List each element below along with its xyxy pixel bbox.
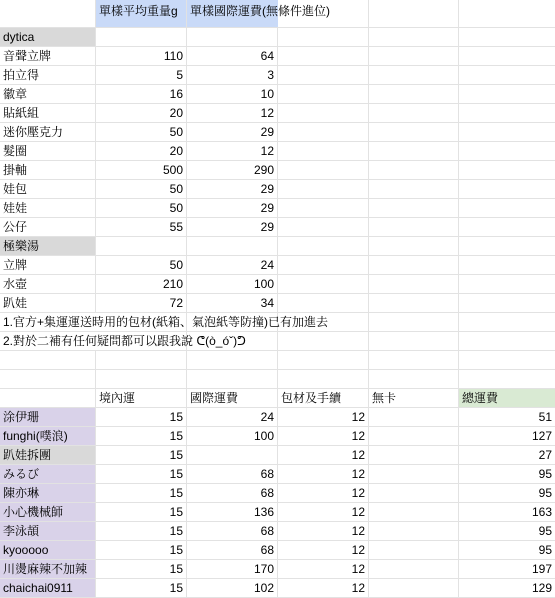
empty-cell[interactable]	[369, 275, 459, 294]
item-row	[0, 218, 555, 237]
item-weight[interactable]: 20	[96, 104, 187, 123]
total-fee[interactable]: 51	[459, 408, 555, 427]
empty-cell[interactable]	[278, 85, 369, 104]
empty-cell[interactable]	[278, 104, 369, 123]
header-domestic[interactable]: 境內運	[96, 389, 187, 408]
item-fee[interactable]: 29	[187, 123, 278, 142]
empty-cell[interactable]	[459, 66, 555, 85]
buyer-name[interactable]: 李泳頡	[0, 522, 96, 541]
item-row	[0, 66, 555, 85]
total-fee[interactable]: 95	[459, 522, 555, 541]
empty-cell[interactable]	[369, 370, 459, 389]
item-name[interactable]: 徽章	[0, 85, 96, 104]
empty-cell[interactable]	[0, 351, 96, 370]
empty-cell[interactable]	[369, 85, 459, 104]
empty-cell[interactable]	[369, 313, 459, 332]
empty-cell[interactable]	[187, 370, 278, 389]
domestic-fee[interactable]: 15	[96, 522, 187, 541]
section-dytica-title	[0, 28, 555, 47]
total-fee[interactable]: 197	[459, 560, 555, 579]
nocard-fee[interactable]	[369, 427, 459, 446]
item-weight[interactable]: 20	[96, 142, 187, 161]
intl-fee[interactable]: 102	[187, 579, 278, 598]
intl-fee[interactable]: 100	[187, 427, 278, 446]
empty-cell[interactable]	[369, 180, 459, 199]
shipping-row	[0, 541, 555, 560]
empty-cell[interactable]	[369, 47, 459, 66]
header-row	[0, 0, 555, 28]
blank-row	[0, 351, 555, 370]
nocard-fee[interactable]	[369, 484, 459, 503]
item-weight[interactable]: 110	[96, 47, 187, 66]
item-weight[interactable]: 16	[96, 85, 187, 104]
empty-cell[interactable]	[278, 180, 369, 199]
item-row	[0, 123, 555, 142]
empty-cell[interactable]	[278, 66, 369, 85]
empty-cell[interactable]	[278, 218, 369, 237]
empty-cell[interactable]	[278, 256, 369, 275]
packing-fee[interactable]: 12	[278, 484, 369, 503]
total-fee[interactable]: 27	[459, 446, 555, 465]
domestic-fee[interactable]: 15	[96, 484, 187, 503]
empty-cell[interactable]	[278, 28, 369, 47]
item-weight[interactable]: 50	[96, 180, 187, 199]
shipping-row	[0, 579, 555, 598]
total-fee[interactable]: 95	[459, 465, 555, 484]
empty-cell[interactable]	[0, 389, 96, 408]
buyer-name[interactable]: 川燙麻辣不加辣	[0, 560, 96, 579]
shipping-row	[0, 560, 555, 579]
note-text[interactable]: 2.對於二補有任何疑問都可以跟我說 ᕦ(ò_óˇ)ᕤ	[0, 332, 96, 351]
item-name[interactable]: 貼紙組	[0, 104, 96, 123]
shipping-row	[0, 503, 555, 522]
empty-cell[interactable]	[369, 28, 459, 47]
item-row	[0, 256, 555, 275]
empty-cell[interactable]	[278, 142, 369, 161]
intl-fee[interactable]: 170	[187, 560, 278, 579]
empty-cell[interactable]	[459, 294, 555, 313]
item-name[interactable]: 迷你壓克力	[0, 123, 96, 142]
shipping-row	[0, 484, 555, 503]
buyer-name[interactable]: みるび	[0, 465, 96, 484]
item-fee[interactable]: 29	[187, 218, 278, 237]
empty-cell[interactable]	[459, 256, 555, 275]
item-row	[0, 85, 555, 104]
empty-cell[interactable]	[369, 104, 459, 123]
empty-cell[interactable]	[459, 275, 555, 294]
packing-fee[interactable]: 12	[278, 522, 369, 541]
empty-cell[interactable]	[278, 237, 369, 256]
header-nocard[interactable]: 無卡	[369, 389, 459, 408]
empty-cell[interactable]	[278, 351, 369, 370]
item-row	[0, 47, 555, 66]
shipping-header-row	[0, 389, 555, 408]
empty-cell[interactable]	[96, 237, 187, 256]
domestic-fee[interactable]: 15	[96, 465, 187, 484]
domestic-fee[interactable]: 15	[96, 579, 187, 598]
header-intl-fee[interactable]: 國際運費	[187, 389, 278, 408]
item-weight[interactable]: 72	[96, 294, 187, 313]
item-fee[interactable]: 100	[187, 275, 278, 294]
item-name[interactable]: 立牌	[0, 256, 96, 275]
buyer-name[interactable]: 小心機械師	[0, 503, 96, 522]
empty-cell[interactable]	[459, 237, 555, 256]
item-weight[interactable]: 50	[96, 256, 187, 275]
empty-cell[interactable]	[369, 199, 459, 218]
item-row	[0, 294, 555, 313]
item-row	[0, 161, 555, 180]
empty-cell[interactable]	[459, 180, 555, 199]
intl-fee[interactable]: 24	[187, 408, 278, 427]
header-packing[interactable]: 包材及手續	[278, 389, 369, 408]
item-weight[interactable]: 50	[96, 123, 187, 142]
item-fee[interactable]: 12	[187, 104, 278, 123]
empty-cell[interactable]	[459, 28, 555, 47]
item-name[interactable]: 音聲立牌	[0, 47, 96, 66]
blank-row	[0, 370, 555, 389]
item-name[interactable]: 娃娃	[0, 199, 96, 218]
empty-cell[interactable]	[96, 370, 187, 389]
item-row	[0, 275, 555, 294]
empty-cell[interactable]	[459, 0, 555, 28]
note-text[interactable]: 1.官方+集運運送時用的包材(紙箱、氣泡紙等防撞)已有加進去	[0, 313, 96, 332]
buyer-name[interactable]: 趴娃拆團	[0, 446, 96, 465]
section-title[interactable]: 極樂湯	[0, 237, 96, 256]
item-fee[interactable]: 10	[187, 85, 278, 104]
empty-cell[interactable]	[369, 123, 459, 142]
item-weight[interactable]: 55	[96, 218, 187, 237]
item-weight[interactable]: 500	[96, 161, 187, 180]
item-row	[0, 180, 555, 199]
item-weight[interactable]: 50	[96, 199, 187, 218]
total-fee[interactable]: 163	[459, 503, 555, 522]
header-total[interactable]: 總運費	[459, 389, 555, 408]
empty-cell[interactable]	[459, 332, 555, 351]
empty-cell[interactable]	[369, 218, 459, 237]
packing-fee[interactable]: 12	[278, 541, 369, 560]
packing-fee[interactable]: 12	[278, 446, 369, 465]
empty-cell[interactable]	[278, 199, 369, 218]
item-weight[interactable]: 5	[96, 66, 187, 85]
header-intl-shipping[interactable]: 單樣國際運費(無條件進位)	[187, 0, 278, 28]
intl-fee[interactable]	[187, 446, 278, 465]
item-row	[0, 142, 555, 161]
item-name[interactable]: 掛軸	[0, 161, 96, 180]
empty-cell[interactable]	[187, 351, 278, 370]
packing-fee[interactable]: 12	[278, 427, 369, 446]
shipping-row	[0, 465, 555, 484]
shipping-row	[0, 446, 555, 465]
empty-cell[interactable]	[96, 28, 187, 47]
empty-cell[interactable]	[459, 142, 555, 161]
item-name[interactable]: 拍立得	[0, 66, 96, 85]
item-fee[interactable]: 29	[187, 180, 278, 199]
domestic-fee[interactable]: 15	[96, 446, 187, 465]
buyer-name[interactable]: kyooooo	[0, 541, 96, 560]
empty-cell[interactable]	[459, 370, 555, 389]
empty-cell[interactable]	[187, 28, 278, 47]
domestic-fee[interactable]: 15	[96, 560, 187, 579]
nocard-fee[interactable]	[369, 408, 459, 427]
item-fee[interactable]: 34	[187, 294, 278, 313]
intl-fee[interactable]: 68	[187, 522, 278, 541]
empty-cell[interactable]	[459, 104, 555, 123]
item-fee[interactable]: 12	[187, 142, 278, 161]
empty-cell[interactable]	[459, 123, 555, 142]
empty-cell[interactable]	[0, 0, 96, 28]
intl-fee[interactable]: 136	[187, 503, 278, 522]
total-fee[interactable]: 127	[459, 427, 555, 446]
empty-cell[interactable]	[278, 47, 369, 66]
packing-fee[interactable]: 12	[278, 408, 369, 427]
buyer-name[interactable]: 涂伊珊	[0, 408, 96, 427]
empty-cell[interactable]	[459, 199, 555, 218]
header-avg-weight[interactable]: 單樣平均重量g	[96, 0, 187, 28]
item-name[interactable]: 公仔	[0, 218, 96, 237]
packing-fee[interactable]: 12	[278, 503, 369, 522]
item-row	[0, 104, 555, 123]
section-gokuraku-title	[0, 237, 555, 256]
item-row	[0, 199, 555, 218]
buyer-name[interactable]: funghi(噗浪)	[0, 427, 96, 446]
empty-cell[interactable]	[459, 313, 555, 332]
note-row	[0, 313, 555, 332]
total-fee[interactable]: 95	[459, 484, 555, 503]
empty-cell[interactable]	[278, 161, 369, 180]
empty-cell[interactable]	[369, 0, 459, 28]
empty-cell[interactable]	[459, 218, 555, 237]
intl-fee[interactable]: 68	[187, 541, 278, 560]
item-fee[interactable]: 64	[187, 47, 278, 66]
item-name[interactable]: 髮圈	[0, 142, 96, 161]
item-fee[interactable]: 290	[187, 161, 278, 180]
empty-cell[interactable]	[369, 142, 459, 161]
item-name[interactable]: 水壺	[0, 275, 96, 294]
total-fee[interactable]: 129	[459, 579, 555, 598]
total-fee[interactable]: 95	[459, 541, 555, 560]
nocard-fee[interactable]	[369, 503, 459, 522]
item-weight[interactable]: 210	[96, 275, 187, 294]
empty-cell[interactable]	[187, 237, 278, 256]
empty-cell[interactable]	[459, 47, 555, 66]
empty-cell[interactable]	[278, 332, 369, 351]
empty-cell[interactable]	[369, 332, 459, 351]
empty-cell[interactable]	[369, 294, 459, 313]
nocard-fee[interactable]	[369, 541, 459, 560]
empty-cell[interactable]	[369, 161, 459, 180]
nocard-fee[interactable]	[369, 522, 459, 541]
packing-fee[interactable]: 12	[278, 465, 369, 484]
packing-fee[interactable]: 12	[278, 560, 369, 579]
shipping-row	[0, 427, 555, 446]
empty-cell[interactable]	[369, 351, 459, 370]
shipping-row	[0, 522, 555, 541]
empty-cell[interactable]	[459, 85, 555, 104]
domestic-fee[interactable]: 15	[96, 408, 187, 427]
empty-cell[interactable]	[278, 294, 369, 313]
nocard-fee[interactable]	[369, 560, 459, 579]
nocard-fee[interactable]	[369, 579, 459, 598]
empty-cell[interactable]	[278, 370, 369, 389]
shipping-row	[0, 408, 555, 427]
empty-cell[interactable]	[369, 256, 459, 275]
empty-cell[interactable]	[369, 66, 459, 85]
item-name[interactable]: 娃包	[0, 180, 96, 199]
packing-fee[interactable]: 12	[278, 579, 369, 598]
section-title[interactable]: dytica	[0, 28, 96, 47]
empty-cell[interactable]	[96, 351, 187, 370]
note-row	[0, 332, 555, 351]
item-fee[interactable]: 29	[187, 199, 278, 218]
empty-cell[interactable]	[278, 275, 369, 294]
item-fee[interactable]: 24	[187, 256, 278, 275]
empty-cell[interactable]	[278, 123, 369, 142]
intl-fee[interactable]: 68	[187, 484, 278, 503]
empty-cell[interactable]	[459, 351, 555, 370]
domestic-fee[interactable]: 15	[96, 503, 187, 522]
nocard-fee[interactable]	[369, 446, 459, 465]
empty-cell[interactable]	[0, 370, 96, 389]
item-fee[interactable]: 3	[187, 66, 278, 85]
empty-cell[interactable]	[369, 237, 459, 256]
item-name[interactable]: 趴娃	[0, 294, 96, 313]
buyer-name[interactable]: 陳亦琳	[0, 484, 96, 503]
domestic-fee[interactable]: 15	[96, 541, 187, 560]
nocard-fee[interactable]	[369, 465, 459, 484]
buyer-name[interactable]: chaichai0911	[0, 579, 96, 598]
intl-fee[interactable]: 68	[187, 465, 278, 484]
domestic-fee[interactable]: 15	[96, 427, 187, 446]
empty-cell[interactable]	[459, 161, 555, 180]
